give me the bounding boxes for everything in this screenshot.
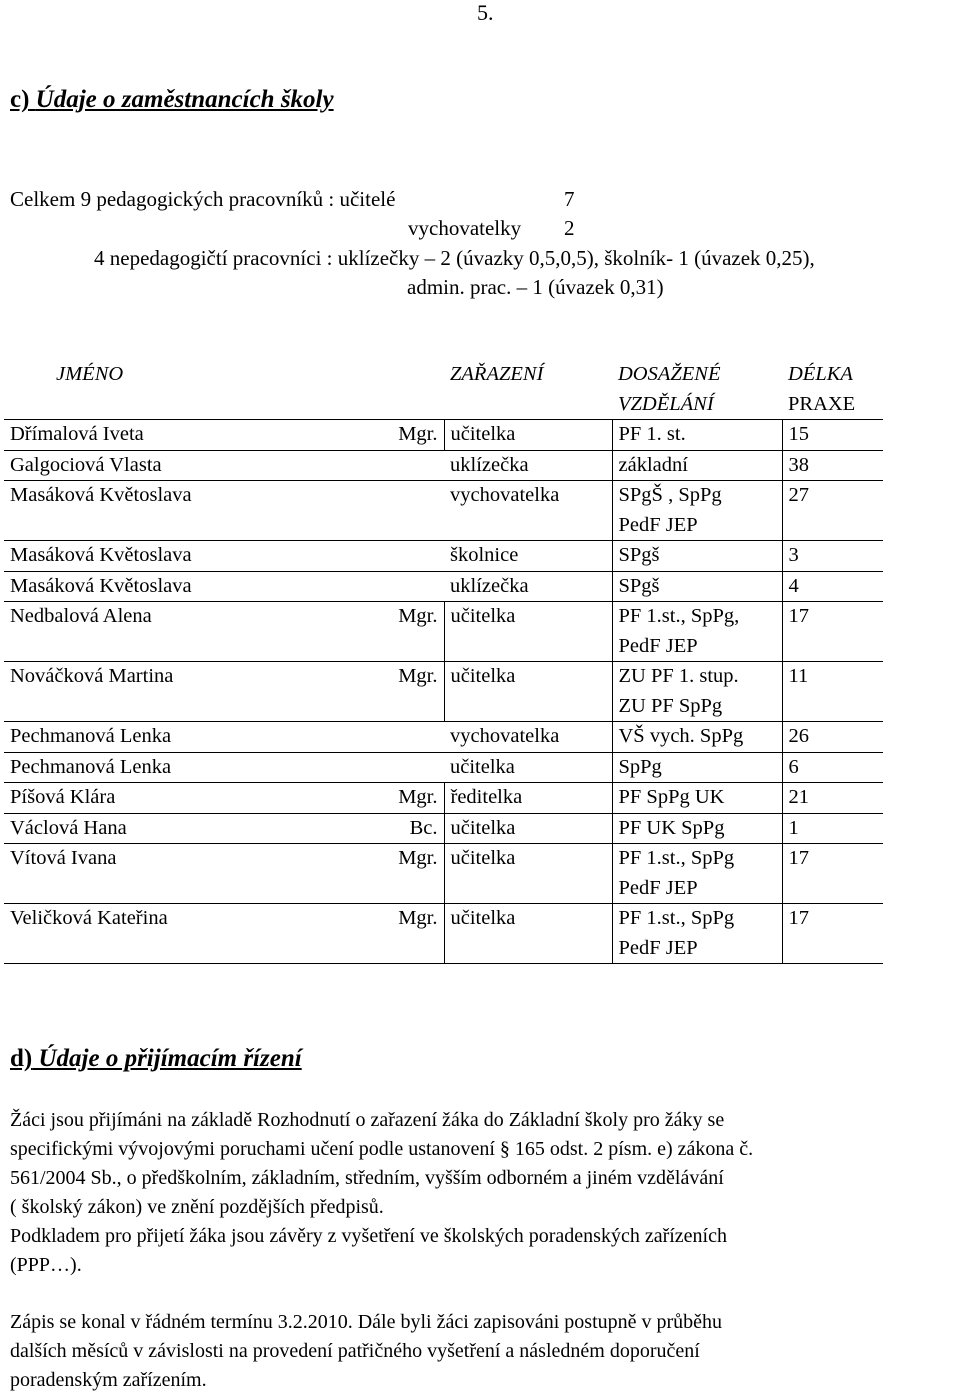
cell-name bbox=[4, 844, 444, 904]
table-row bbox=[4, 844, 883, 904]
section-d-title: Údaje o přijímacím řízení bbox=[38, 1045, 302, 1072]
header-role: ZAŘAZENÍ bbox=[450, 363, 544, 385]
table-row bbox=[4, 420, 883, 451]
paragraph-line: specifickými vývojovými poruchami učení podle ustanovení § 165 odst. 2 písm. e) zákona č. bbox=[10, 1138, 754, 1160]
employee-name: Nováčková Martina bbox=[10, 665, 174, 687]
education-line-1: PF 1.st., SpPg bbox=[618, 847, 735, 869]
summary-line-3: 4 nepedagogičtí pracovníci : uklízečky – 2 (úvazky 0,5,0,5), školník- 1 (úvazek 0,25), bbox=[94, 246, 815, 270]
employee-title: Mgr. bbox=[398, 605, 438, 627]
cell-role: učitelka bbox=[444, 602, 612, 662]
cell-education bbox=[612, 662, 782, 722]
education-line-1: SPgš bbox=[618, 574, 660, 597]
staff-table bbox=[4, 360, 883, 964]
employee-name: Masáková Květoslava bbox=[10, 484, 192, 506]
education-line-1: PF SpPg UK bbox=[618, 786, 725, 808]
education-line-1: SPgŠ , SpPg bbox=[618, 484, 722, 506]
cell-role: učitelka bbox=[444, 904, 612, 964]
cell-years: 4 bbox=[782, 571, 883, 602]
employee-name: Veličková Kateřina bbox=[10, 907, 168, 929]
cell-education bbox=[612, 752, 782, 783]
section-d-heading bbox=[10, 1045, 302, 1073]
education-line-1: PF UK SpPg bbox=[618, 816, 725, 839]
header-years: DÉLKA PRAXE bbox=[788, 363, 856, 415]
page-number: 5. bbox=[477, 0, 494, 25]
table-row bbox=[4, 904, 883, 964]
education-line-1: základní bbox=[618, 453, 688, 476]
section-c-prefix: c) bbox=[10, 86, 30, 113]
paragraph-line: poradenským zařízením. bbox=[10, 1369, 207, 1391]
cell-name bbox=[4, 904, 444, 964]
cell-education bbox=[612, 450, 782, 481]
paragraph-line: 561/2004 Sb., o předškolním, základním, středním, vyšším odborném a jiném vzdělávání bbox=[10, 1167, 724, 1189]
education-line-1: PF 1.st., SpPg, bbox=[618, 605, 740, 627]
table-header-row bbox=[4, 360, 883, 420]
employee-name: Václová Hana bbox=[10, 816, 127, 839]
education-line-1: PF 1.st., SpPg bbox=[618, 907, 735, 929]
employee-name: Píšová Klára bbox=[10, 786, 116, 808]
employee-title: Mgr. bbox=[398, 907, 438, 929]
cell-name bbox=[4, 571, 444, 602]
education-line-2: ZU PF SpPg bbox=[618, 694, 723, 717]
cell-years: 17 bbox=[782, 844, 883, 904]
cell-education bbox=[612, 420, 782, 451]
table-row bbox=[4, 571, 883, 602]
cell-years: 21 bbox=[782, 783, 883, 814]
table-row bbox=[4, 722, 883, 753]
cell-education bbox=[612, 602, 782, 662]
cell-name bbox=[4, 481, 444, 541]
employee-title: Mgr. bbox=[398, 786, 438, 808]
employee-title: Bc. bbox=[409, 816, 438, 839]
summary-line-2-value: 2 bbox=[564, 216, 575, 240]
table-row bbox=[4, 541, 883, 572]
education-line-1: ZU PF 1. stup. bbox=[618, 665, 739, 687]
summary-line-1-label: Celkem 9 pedagogických pracovníků : učitelé bbox=[10, 187, 396, 211]
education-line-1: SpPg bbox=[618, 755, 662, 778]
employee-name: Pechmanová Lenka bbox=[10, 755, 172, 778]
cell-role: učitelka bbox=[444, 662, 612, 722]
table-row bbox=[4, 450, 883, 481]
header-name: JMÉNO bbox=[56, 363, 124, 385]
education-line-2: PedF JEP bbox=[618, 876, 698, 899]
section-c-title: Údaje o zaměstnancích školy bbox=[35, 86, 334, 113]
cell-years: 11 bbox=[782, 662, 883, 722]
cell-role: uklízečka bbox=[444, 571, 612, 602]
employee-title: Mgr. bbox=[398, 423, 438, 445]
summary-line-1-value: 7 bbox=[564, 187, 575, 211]
table-row bbox=[4, 783, 883, 814]
cell-education bbox=[612, 571, 782, 602]
education-line-1: VŠ vych. SpPg bbox=[618, 725, 744, 747]
summary-line-4: admin. prac. – 1 (úvazek 0,31) bbox=[407, 275, 664, 299]
cell-name bbox=[4, 662, 444, 722]
cell-name bbox=[4, 602, 444, 662]
cell-years: 27 bbox=[782, 481, 883, 541]
paragraph-line: (PPP…). bbox=[10, 1254, 82, 1276]
cell-role: učitelka bbox=[444, 844, 612, 904]
paragraph-line: dalších měsíců v závislosti na provedení patřičného vyšetření a následném doporučení bbox=[10, 1340, 700, 1362]
cell-education bbox=[612, 722, 782, 753]
employee-name: Vítová Ivana bbox=[10, 847, 117, 869]
employee-name: Galgociová Vlasta bbox=[10, 453, 162, 476]
table-row bbox=[4, 813, 883, 844]
section-c-heading bbox=[10, 86, 334, 114]
cell-education bbox=[612, 844, 782, 904]
table-row bbox=[4, 752, 883, 783]
table-row bbox=[4, 602, 883, 662]
table-row bbox=[4, 481, 883, 541]
paragraph-line: ( školský zákon) ve znění pozdějších předpisů. bbox=[10, 1196, 384, 1218]
cell-years: 17 bbox=[782, 602, 883, 662]
cell-role: uklízečka bbox=[444, 450, 612, 481]
cell-years: 26 bbox=[782, 722, 883, 753]
paragraph-line: Zápis se konal v řádném termínu 3.2.2010. Dále byli žáci zapisováni postupně v průběhu bbox=[10, 1311, 723, 1333]
cell-education bbox=[612, 541, 782, 572]
employee-name: Masáková Květoslava bbox=[10, 544, 192, 566]
education-line-2: PedF JEP bbox=[618, 513, 698, 536]
summary-line-2-label: vychovatelky bbox=[408, 216, 522, 240]
cell-years: 38 bbox=[782, 450, 883, 481]
employee-name: Pechmanová Lenka bbox=[10, 725, 172, 747]
cell-name bbox=[4, 541, 444, 572]
cell-years: 17 bbox=[782, 904, 883, 964]
employee-title: Mgr. bbox=[398, 665, 438, 687]
education-line-2: PedF JEP bbox=[618, 634, 698, 657]
employee-name: Dřímalová Iveta bbox=[10, 423, 144, 445]
cell-role: vychovatelka bbox=[444, 722, 612, 753]
education-line-1: SPgš bbox=[618, 544, 660, 566]
cell-role: ředitelka bbox=[444, 783, 612, 814]
cell-role: školnice bbox=[444, 541, 612, 572]
cell-education bbox=[612, 904, 782, 964]
employee-name: Nedbalová Alena bbox=[10, 605, 152, 627]
cell-education bbox=[612, 813, 782, 844]
header-education: DOSAŽENÉ VZDĚLÁNÍ bbox=[618, 363, 721, 415]
cell-role: vychovatelka bbox=[444, 481, 612, 541]
paragraph-line: Žáci jsou přijímáni na základě Rozhodnutí o zařazení žáka do Základní školy pro žáky se bbox=[10, 1109, 725, 1131]
education-line-2: PedF JEP bbox=[618, 936, 698, 959]
cell-name bbox=[4, 420, 444, 451]
education-line-1: PF 1. st. bbox=[618, 423, 686, 445]
cell-education bbox=[612, 783, 782, 814]
cell-role: učitelka bbox=[444, 420, 612, 451]
cell-role: učitelka bbox=[444, 752, 612, 783]
cell-years: 6 bbox=[782, 752, 883, 783]
cell-years: 3 bbox=[782, 541, 883, 572]
cell-name bbox=[4, 450, 444, 481]
cell-name bbox=[4, 752, 444, 783]
cell-role: učitelka bbox=[444, 813, 612, 844]
employee-title: Mgr. bbox=[398, 847, 438, 869]
cell-education bbox=[612, 481, 782, 541]
cell-years: 15 bbox=[782, 420, 883, 451]
paragraph-line: Podkladem pro přijetí žáka jsou závěry z vyšetření ve školských poradenských zařízeních bbox=[10, 1225, 727, 1247]
section-d-prefix: d) bbox=[10, 1045, 33, 1072]
cell-name bbox=[4, 722, 444, 753]
employee-name: Masáková Květoslava bbox=[10, 574, 192, 597]
cell-years: 1 bbox=[782, 813, 883, 844]
cell-name bbox=[4, 813, 444, 844]
table-row bbox=[4, 662, 883, 722]
cell-name bbox=[4, 783, 444, 814]
